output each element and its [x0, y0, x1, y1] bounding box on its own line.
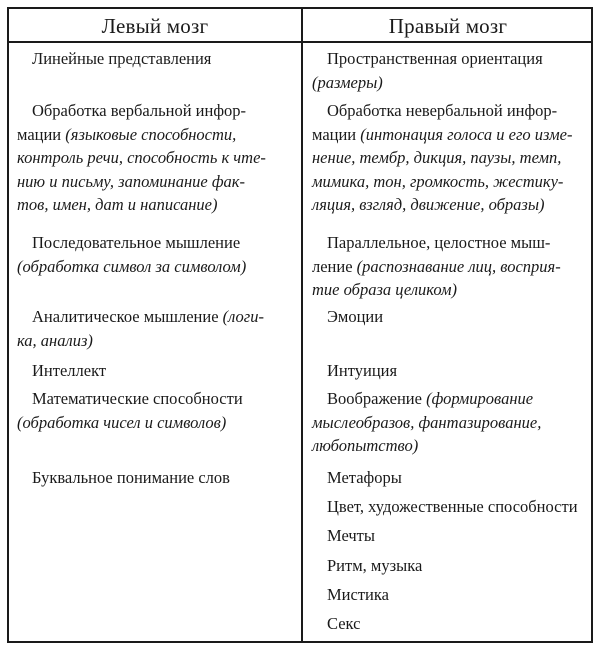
item-text-line	[312, 495, 594, 519]
item-text-line	[17, 170, 297, 194]
item-label: Интеллект	[32, 361, 107, 380]
left-brain-item	[17, 47, 297, 71]
italic-detail: нию и письму, запоминание фак-	[17, 171, 246, 191]
item-text-line	[312, 387, 594, 411]
right-brain-item	[312, 524, 594, 548]
italic-detail: мимика, тон, громкость, жестику-	[312, 171, 564, 191]
item-text-line	[17, 466, 297, 490]
item-text-line	[312, 554, 594, 578]
item-text-line	[17, 387, 297, 411]
item-text-line	[17, 359, 297, 383]
item-text-line	[312, 278, 594, 302]
item-text-line	[17, 305, 297, 329]
comparison-table	[7, 7, 593, 643]
header-divider	[9, 41, 591, 43]
item-text-line	[17, 99, 297, 123]
item-label: Обработка вербальной инфор-	[32, 101, 247, 120]
left-brain-item	[17, 466, 297, 490]
item-label: Линейные представления	[32, 49, 212, 68]
item-text-line	[17, 411, 297, 435]
italic-detail: (интонация голоса и его изме-	[360, 124, 573, 144]
right-brain-item	[312, 99, 594, 217]
item-text-line	[312, 255, 594, 279]
italic-detail: (обработка чисел и символов)	[17, 412, 227, 432]
item-text-line	[17, 329, 297, 353]
right-brain-header: Правый мозг	[388, 14, 508, 38]
italic-detail: (распознавание лиц, восприя-	[356, 256, 561, 276]
right-brain-item	[312, 359, 594, 383]
item-text-line	[312, 123, 594, 147]
item-label: Мистика	[327, 585, 389, 604]
item-label: Мечты	[327, 526, 375, 545]
item-label: мации	[312, 124, 361, 144]
left-brain-item	[17, 305, 297, 352]
item-text-line	[17, 47, 297, 71]
italic-detail: (языковые способности,	[65, 124, 237, 144]
italic-detail: нение, тембр, дикция, паузы, темп,	[312, 148, 562, 167]
item-label: Секс	[327, 614, 361, 633]
item-text-line	[17, 146, 297, 170]
italic-detail: (размеры)	[312, 72, 383, 92]
item-label: Аналитическое мышление	[32, 307, 223, 326]
item-text-line	[312, 99, 594, 123]
left-brain-item	[17, 99, 297, 217]
right-brain-item	[312, 466, 594, 490]
item-text-line	[312, 434, 594, 458]
item-text-line	[312, 193, 594, 217]
right-brain-item	[312, 583, 594, 607]
item-text-line	[312, 359, 594, 383]
item-text-line	[17, 123, 297, 147]
item-label: Цвет, художественные способности	[327, 497, 578, 516]
item-text-line	[312, 71, 594, 95]
italic-detail: мыслеобразов, фантазирование,	[312, 412, 542, 432]
item-text-line	[17, 231, 297, 255]
item-text-line	[312, 170, 594, 194]
item-label: Ритм, музыка	[327, 556, 423, 575]
item-text-line	[312, 231, 594, 255]
item-text-line	[312, 466, 594, 490]
item-label: Пространственная ориентация	[327, 49, 543, 68]
column-divider	[301, 9, 303, 641]
italic-detail: (формирование	[426, 389, 534, 408]
italic-detail: ляция, взгляд, движение, образы)	[312, 195, 545, 214]
right-brain-item	[312, 387, 594, 458]
item-text-line	[312, 47, 594, 71]
item-label: ление	[312, 256, 357, 276]
item-label: Метафоры	[327, 468, 402, 487]
italic-detail: ка, анализ)	[17, 330, 93, 350]
item-label: Последовательное мышление	[32, 233, 241, 252]
item-text-line	[312, 305, 594, 329]
italic-detail: тие образа целиком)	[312, 280, 458, 299]
right-brain-item	[312, 554, 594, 578]
italic-detail: контроль речи, способность к чте-	[17, 148, 266, 167]
item-label: Интуиция	[327, 361, 398, 380]
item-label: мации	[17, 124, 66, 144]
italic-detail: (логи-	[222, 307, 264, 326]
right-brain-item	[312, 231, 594, 302]
item-text-line	[312, 146, 594, 170]
item-label: Параллельное, целостное мыш-	[327, 233, 551, 252]
item-label: Математические способности	[32, 389, 243, 408]
right-brain-item	[312, 305, 594, 329]
item-text-line	[312, 524, 594, 548]
left-brain-item	[17, 359, 297, 383]
right-brain-item	[312, 495, 594, 519]
italic-detail: тов, имен, дат и написание)	[17, 195, 218, 214]
item-text-line	[312, 411, 594, 435]
item-text-line	[17, 255, 297, 279]
left-brain-header: Левый мозг	[101, 14, 209, 38]
right-brain-item	[312, 612, 594, 636]
left-brain-item	[17, 387, 297, 434]
italic-detail: (обработка символ за символом)	[17, 256, 247, 276]
item-text-line	[17, 193, 297, 217]
item-text-line	[312, 583, 594, 607]
item-text-line	[312, 612, 594, 636]
item-label: Эмоции	[327, 307, 384, 326]
item-label: Буквальное понимание слов	[32, 468, 230, 487]
right-brain-item	[312, 47, 594, 94]
item-label: Обработка невербальной инфор-	[327, 101, 558, 120]
item-label: Воображение	[327, 389, 427, 408]
left-brain-item	[17, 231, 297, 278]
italic-detail: любопытство)	[312, 436, 419, 455]
